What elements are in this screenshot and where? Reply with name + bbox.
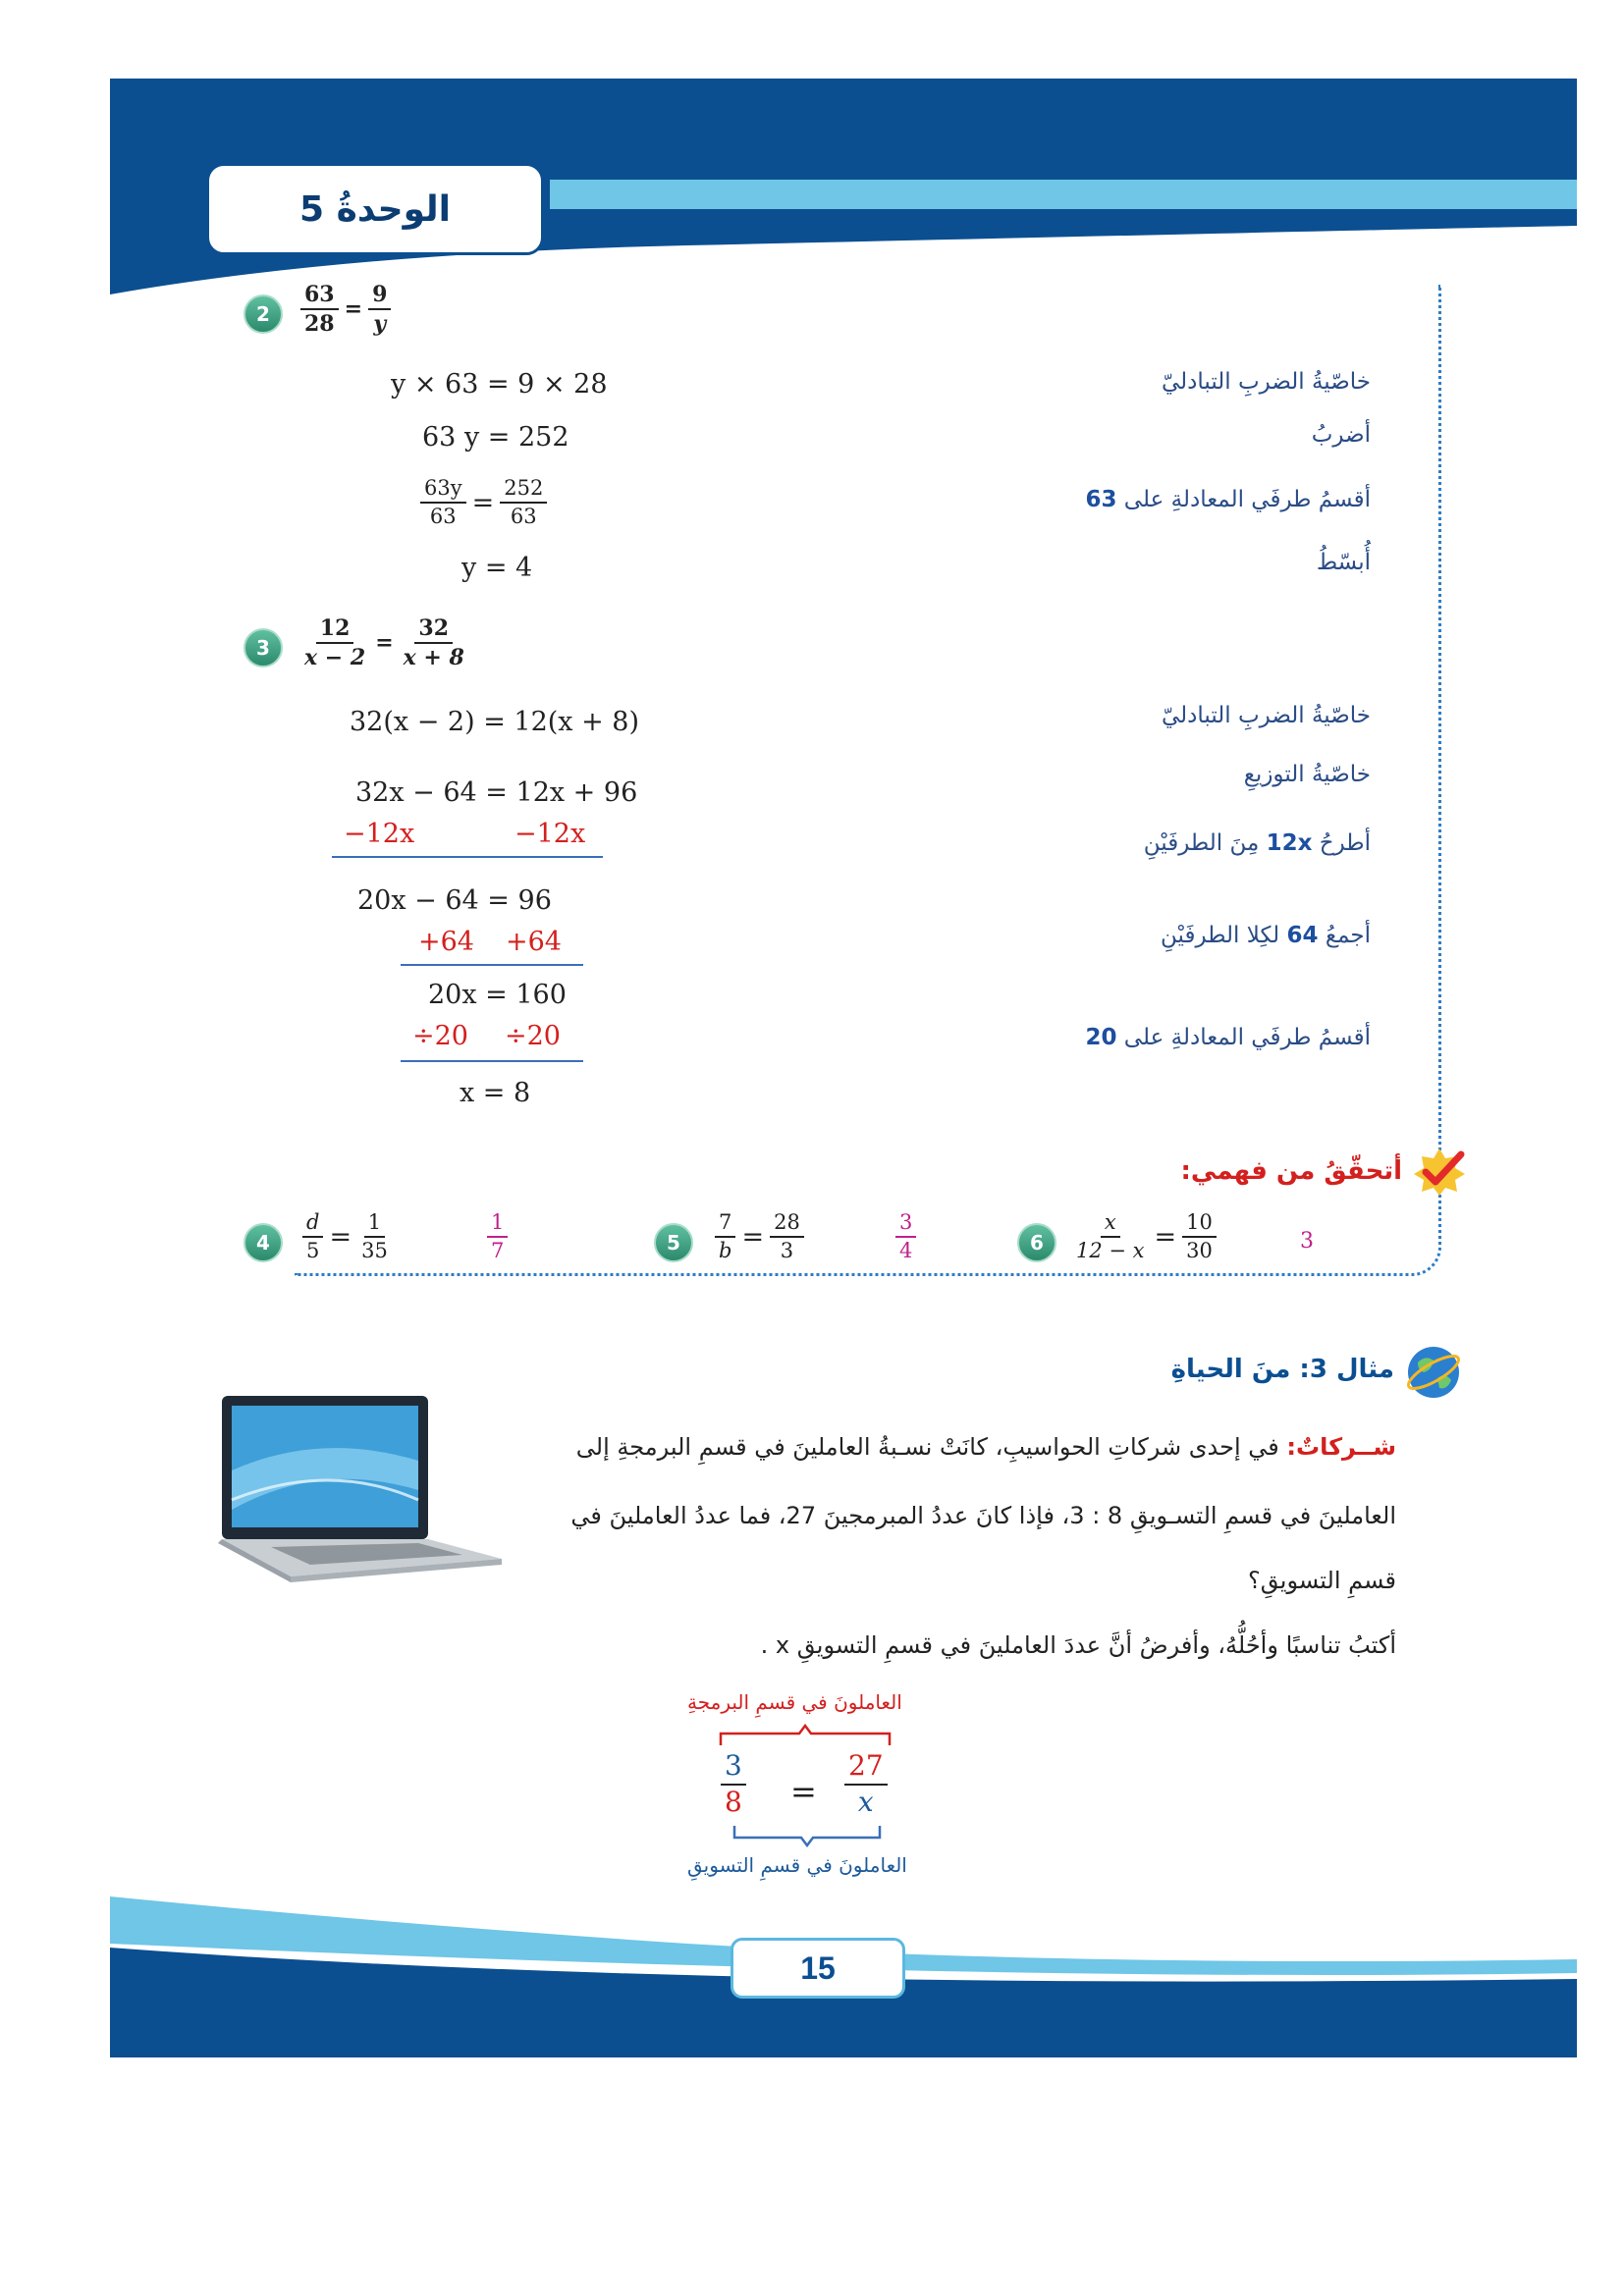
step-equation: y × 63 = 9 × 28: [391, 369, 608, 400]
check-problem-4: $\frac{d}{5}$ = $\frac{1}{35}$: [302, 1211, 392, 1262]
add-left: +64: [418, 927, 474, 957]
step-equation: y = 4: [461, 553, 533, 583]
step-equation: x = 8: [460, 1078, 531, 1108]
step-reason: أطرحُ 12x مِنَ الطرفَيْنِ: [1143, 830, 1371, 856]
divide-right: ÷20: [505, 1021, 561, 1051]
subtract-left: −12x: [344, 819, 415, 849]
equation-divider: [401, 1060, 583, 1062]
laptop-image: [212, 1392, 507, 1588]
step-reason: أقسمُ طرفَي المعادلةِ على 20: [1085, 1025, 1371, 1050]
problem-number-badge: 2: [244, 294, 283, 334]
step-reason: أضربُ: [1311, 422, 1371, 448]
proportion-right: $\frac{27}{x}$: [844, 1751, 888, 1818]
answer-4: $\frac{1}{7}$: [487, 1211, 508, 1262]
label-programmers: العاملونَ في قسمِ البرمجةِ: [687, 1690, 902, 1714]
step-equation: 32x − 64 = 12x + 96: [355, 777, 638, 808]
unit-label: الوحدةُ 5: [298, 188, 451, 230]
bottom-brace: [731, 1824, 884, 1847]
subtract-right: −12x: [514, 819, 586, 849]
answer-5: $\frac{3}{4}$: [895, 1211, 916, 1262]
step-reason: أُبسّطُ: [1316, 550, 1371, 575]
step-reason: أجمعُ 64 لكِلا الطرفَيْنِ: [1161, 923, 1371, 948]
answer-6: 3: [1300, 1229, 1314, 1254]
example-2-equation: $\frac{63}{28}$ = $\frac{9}{y}$: [300, 283, 391, 336]
step-equation-fraction: $\frac{63y}{63}$ = $\frac{252}{63}$: [420, 477, 547, 528]
step-equation: 20x − 64 = 96: [357, 885, 552, 916]
add-right: +64: [506, 927, 562, 957]
proportion-left: $\frac{3}{8}$: [721, 1751, 746, 1818]
page-number-box: [731, 1938, 905, 1999]
proportion-equals: =: [790, 1773, 817, 1810]
step-reason: أقسمُ طرفَي المعادلةِ على 63: [1085, 487, 1371, 512]
step-equation: 20x = 160: [428, 980, 567, 1010]
check-title: أتحقّقُ من فهمي:: [1180, 1156, 1402, 1186]
example-3-equation: $\frac{12}{x - 2}$ = $\frac{32}{x + 8}$: [304, 615, 464, 671]
top-brace: [717, 1724, 893, 1747]
unit-label-box: [206, 163, 544, 255]
divide-left: ÷20: [412, 1021, 468, 1051]
equation-divider: [332, 856, 603, 858]
instruction-text: أكتبُ تناسبًا وأحُلُّهُ، وأفرضُ أنَّ عددَ العاملينَ في قسمِ التسويقِ x .: [760, 1631, 1396, 1659]
problem-text-line-3: قسمِ التسويقِ؟: [1248, 1567, 1396, 1594]
equation-divider: [401, 964, 583, 966]
problem-number-badge: 3: [244, 628, 283, 667]
step-reason: خاصّيةُ الضربِ التبادليّ: [1161, 703, 1371, 728]
example-title: مثال 3: منَ الحياةِ: [1170, 1355, 1394, 1384]
problem-number-badge: 4: [244, 1223, 283, 1262]
problem-number-badge: 5: [654, 1223, 693, 1262]
page-number: 15: [800, 1949, 836, 1986]
problem-text-line-1: شــركاتٌ: في إحدى شركاتِ الحواسيبِ، كانَتْ نسـبةُ العاملينَ في قسمِ البرمجةِ إلى: [575, 1433, 1396, 1461]
step-equation: 32(x − 2) = 12(x + 8): [350, 707, 640, 737]
problem-number-badge: 6: [1017, 1223, 1056, 1262]
step-equation: 63 y = 252: [422, 422, 569, 453]
label-marketers: العاملونَ في قسمِ التسويقِ: [687, 1853, 907, 1877]
check-problem-5: $\frac{7}{b}$ = $\frac{28}{3}$: [715, 1211, 804, 1262]
check-mark-icon: [1412, 1147, 1467, 1196]
step-reason: خاصّيةُ الضربِ التبادليّ: [1161, 369, 1371, 395]
problem-text-line-2: العاملينَ في قسمِ التسـويقِ 8 : 3، فإذا كانَ عددُ المبرمجينَ 27، فما عددُ العاملينَ في: [570, 1502, 1396, 1529]
globe-icon: [1404, 1343, 1463, 1402]
header-banner: [0, 0, 1624, 314]
step-reason: خاصّيةُ التوزيعِ: [1243, 762, 1371, 787]
check-problem-6: $\frac{x}{12 - x}$ = $\frac{10}{30}$: [1072, 1211, 1217, 1262]
